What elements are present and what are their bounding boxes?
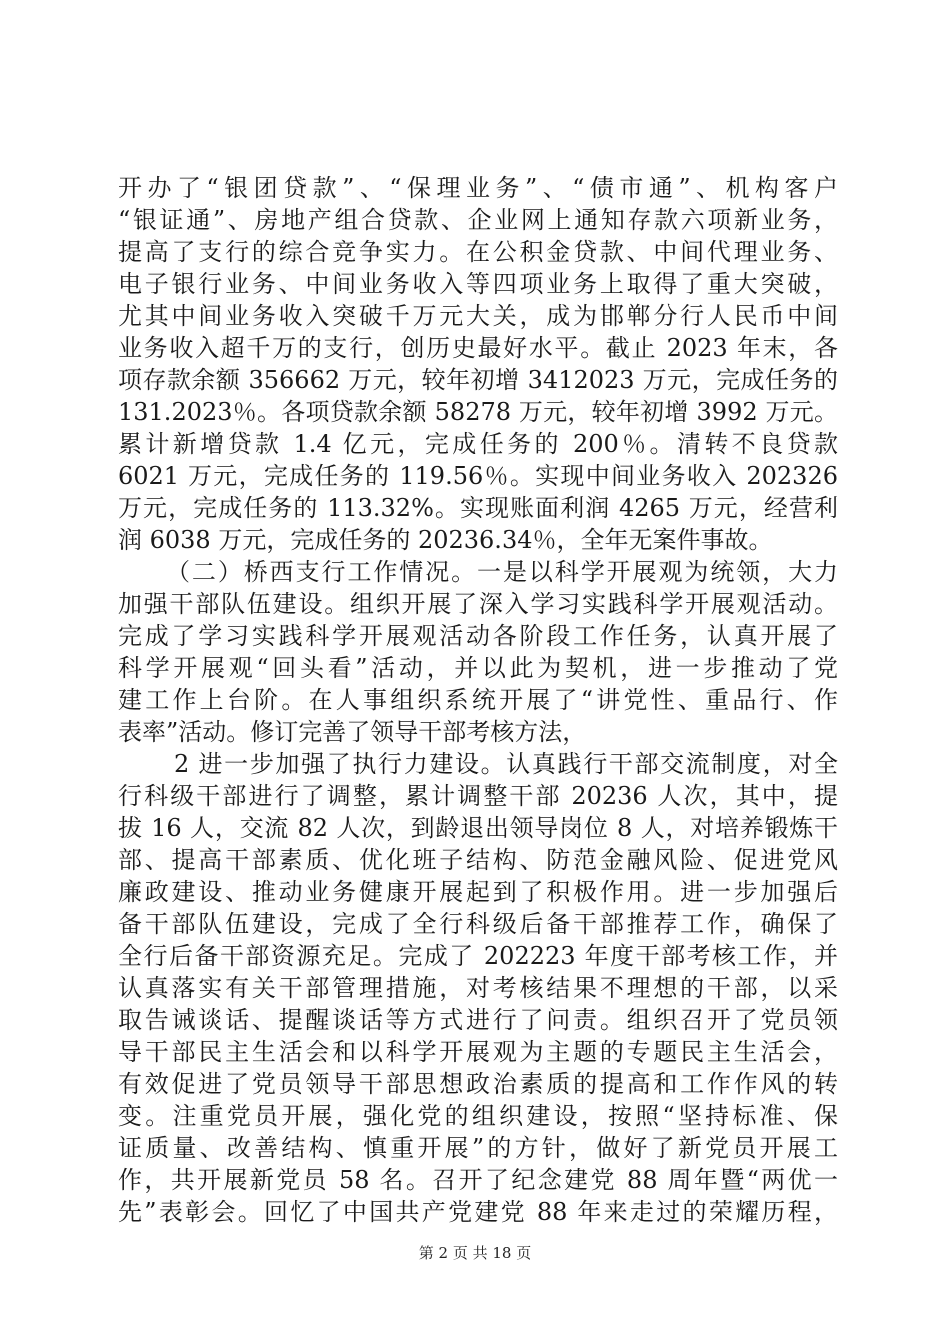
text-line: 提高了支行的综合竞争实力。在公积金贷款、中间代理业务、 <box>118 238 838 266</box>
text-line: 科学开展观“回头看”活动，并以此为契机，进一步推动了党 <box>118 654 838 682</box>
text-line: 取告诫谈话、提醒谈话等方式进行了问责。组织召开了党员领 <box>118 1006 838 1034</box>
text-line: 开办了“银团贷款”、“保理业务”、“债市通”、机构客户 <box>118 174 838 202</box>
text-line: 先”表彰会。回忆了中国共产党建党 88 年来走过的荣耀历程， <box>118 1198 838 1226</box>
text-line: 完成了学习实践科学开展观活动各阶段工作任务，认真开展了 <box>118 622 838 650</box>
text-line: “银证通”、房地产组合贷款、企业网上通知存款六项新业务， <box>118 206 838 234</box>
text-line: 项存款余额 356662 万元，较年初增 3412023 万元，完成任务的 <box>118 366 838 394</box>
text-line: 变。注重党员开展，强化党的组织建设，按照“坚持标准、保 <box>118 1102 838 1130</box>
text-line: 表率”活动。修订完善了领导干部考核方法， <box>118 718 587 746</box>
text-line: 部、提高干部素质、优化班子结构、防范金融风险、促进党风 <box>118 846 838 874</box>
text-line: 备干部队伍建设，完成了全行科级后备干部推荐工作，确保了 <box>118 910 838 938</box>
text-line: 作，共开展新党员 58 名。召开了纪念建党 88 周年暨“两优一 <box>118 1166 838 1194</box>
text-line: 尤其中间业务收入突破千万元大关，成为邯郸分行人民币中间 <box>118 302 838 330</box>
text-line: 行科级干部进行了调整，累计调整干部 20236 人次，其中，提 <box>118 782 838 810</box>
text-line: 万元，完成任务的 113.32%。实现账面利润 4265 万元，经营利 <box>118 494 838 522</box>
text-line: 全行后备干部资源充足。完成了 202223 年度干部考核工作，并 <box>118 942 838 970</box>
text-line: 证质量、改善结构、慎重开展”的方针，做好了新党员开展工 <box>118 1134 838 1162</box>
text-line: 有效促进了党员领导干部思想政治素质的提高和工作作风的转 <box>118 1070 838 1098</box>
text-line: 认真落实有关干部管理措施，对考核结果不理想的干部，以采 <box>118 974 838 1002</box>
text-line: 2 进一步加强了执行力建设。认真践行干部交流制度，对全 <box>174 750 838 778</box>
text-line: 润 6038 万元，完成任务的 20236.34％，全年无案件事故。 <box>118 526 773 554</box>
text-line: 拔 16 人，交流 82 人次，到龄退出领导岗位 8 人，对培养锻炼干 <box>118 814 838 842</box>
page-footer <box>0 1242 950 1263</box>
text-line: 廉政建设、推动业务健康开展起到了积极作用。进一步加强后 <box>118 878 838 906</box>
text-line: 导干部民主生活会和以科学开展观为主题的专题民主生活会， <box>118 1038 838 1066</box>
text-line: 业务收入超千万的支行，创历史最好水平。截止 2023 年末，各 <box>118 334 838 362</box>
text-line: 加强干部队伍建设。组织开展了深入学习实践科学开展观活动。 <box>118 590 838 618</box>
text-line: 建工作上台阶。在人事组织系统开展了“讲党性、重品行、作 <box>118 686 838 714</box>
text-line: 131.2023％。各项贷款余额 58278 万元，较年初增 3992 万元。 <box>118 398 838 426</box>
text-line: 累计新增贷款 1.4 亿元，完成任务的 200％。清转不良贷款 <box>118 430 838 458</box>
text-line: 电子银行业务、中间业务收入等四项业务上取得了重大突破， <box>118 270 838 298</box>
body-text <box>118 172 838 1228</box>
text-line: 6021 万元，完成任务的 119.56％。实现中间业务收入 202326 <box>118 462 838 490</box>
text-line: （二）桥西支行工作情况。一是以科学开展观为统领，大力 <box>166 558 838 586</box>
page-number: 第 2 页 共 18 页 <box>418 1244 532 1262</box>
